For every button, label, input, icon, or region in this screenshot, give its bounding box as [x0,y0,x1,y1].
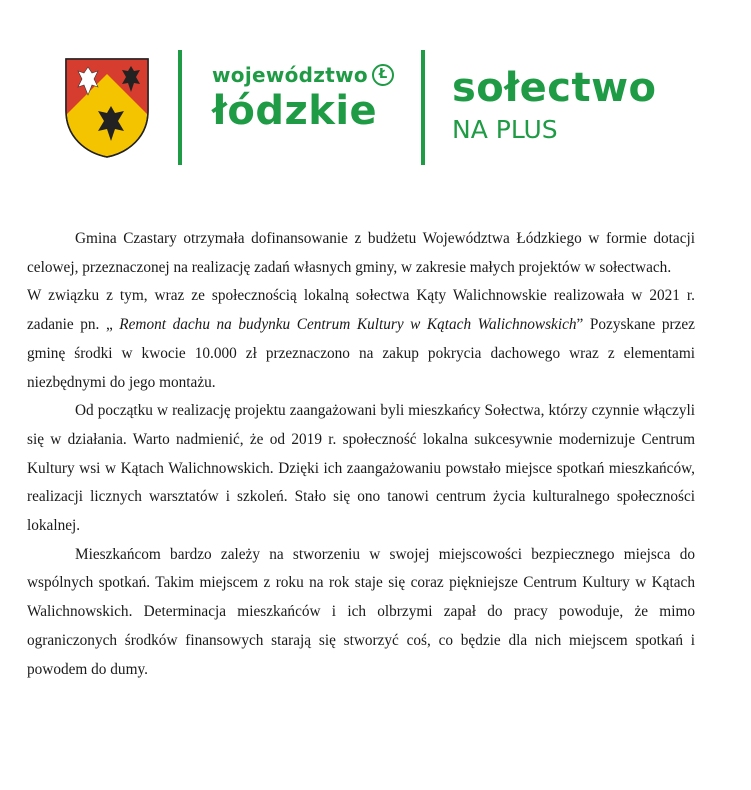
project-title: Remont dachu na budynku Centrum Kultury w Kątach Walichnowskich [119,316,577,334]
paragraph-1: Gmina Czastary otrzymała dofinansowanie z budżetu Województwa Łódzkiego w formie dotacji celowej, przeznaczonej na realizację zadań własnych gminy, w zakresie małych projektów w sołectwach. [27,230,695,276]
solectwo-text: sołectwo [452,65,657,111]
header [0,0,751,200]
paragraph-4: Mieszkańcom bardzo zależy na stworzeniu w swojej miejscowości bezpiecznego miejsca do wspólnych spotkań. Takim miejscem z roku na rok staje się coraz piękniejsze Centrum Kultury w Kątach Walichnowskich. Determinacja mieszkańców i ich olbrzymi zapał do pracy powoduje, że mimo ograniczonych środków finansowych starają się stworzyć coś, co będzie dla nich miejscem spotkań i powodem do dumy. [27,545,695,678]
logo-small-text: województwo [212,63,368,87]
paragraph-2 [27,282,695,397]
divider-line-left [178,50,182,165]
coat-of-arms-icon [62,55,152,159]
paragraph-2-end: ” Pozyskane przez gminę środki w kwocie 10.000 zł przeznaczono na zakup pokrycia dachowego wraz z elementami niezbędnymi do jego montażu. [27,316,695,391]
paragraph-2-start: W związku z tym, wraz ze społecznością lokalną sołectwa Kąty Walichnowskie realizowała w 2021 r. zadanie pn. „ [27,287,695,334]
article-body [27,225,695,684]
na-plus-text: NA PLUS [452,115,558,144]
solectwo-na-plus-logo [452,64,657,146]
logo-big-text: łódzkie [212,88,378,134]
wojewodztwo-lodzkie-logo [212,62,388,134]
paragraph-3: Od początku w realizację projektu zaangażowani byli mieszkańcy Sołectwa, którzy czynnie włączyli się w działania. Warto nadmienić, że od 2019 r. społeczność lokalna sukcesywnie modernizuje Centrum Kultury wsi w Kątach Walichnowskich. Dzięki ich zaangażowaniu powstało miejsce spotkań mieszkańców, realizacji licznych warsztatów i szkoleń. Stało się ono tanowi centrum życia kulturalnego społeczności lokalnej. [27,402,695,535]
logo-circle-mark: Ł [372,64,394,86]
divider-line-right [421,50,425,165]
